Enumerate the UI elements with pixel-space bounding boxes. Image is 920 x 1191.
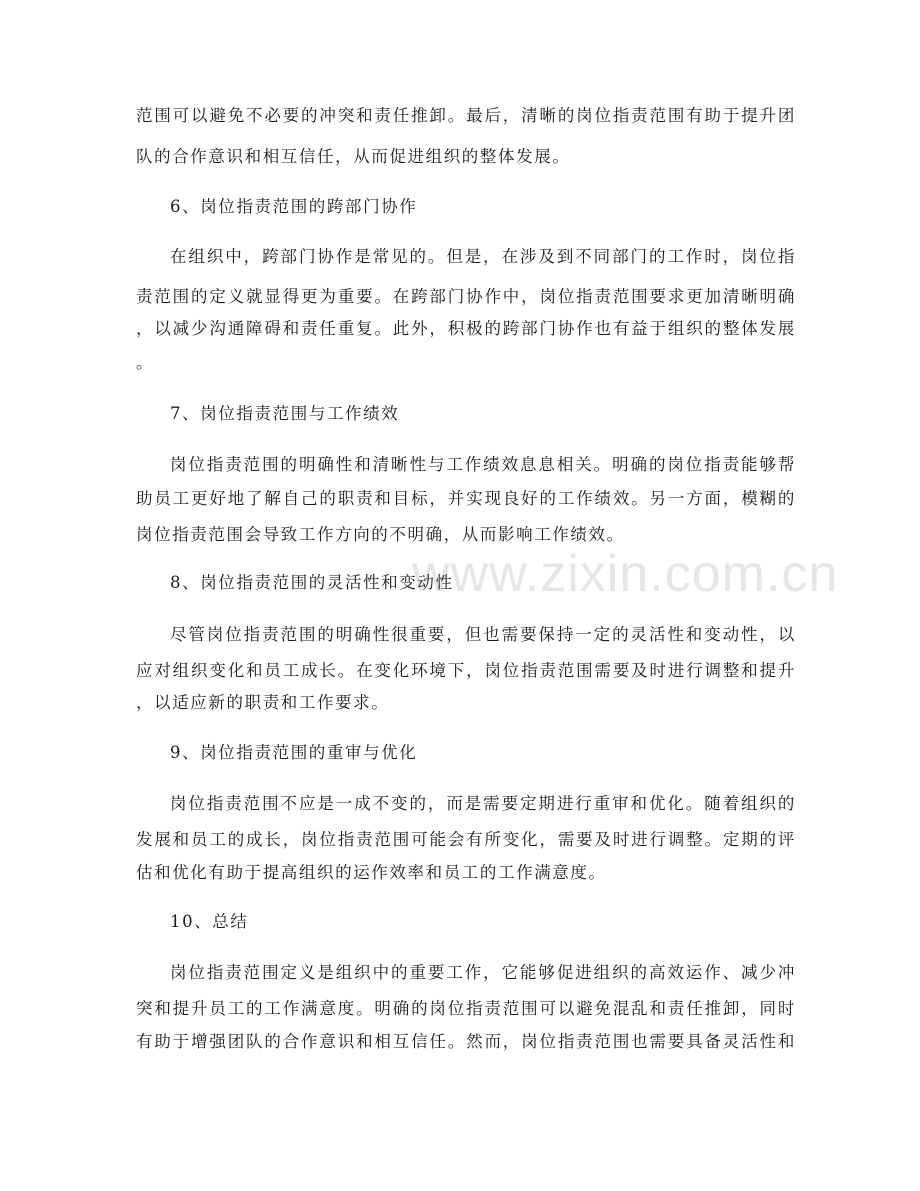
paragraph-line: 岗位指责范围不应是一成不变的，而是需要定期进行重审和优化。随着组织的 (170, 794, 796, 813)
paragraph-line: 范围可以避免不必要的冲突和责任推卸。最后，清晰的岗位指责范围有助于提升团 (136, 106, 796, 125)
section-heading-6: 6、岗位指责范围的跨部门协作 (170, 197, 418, 216)
paragraph-line: 突和提升员工的工作满意度。明确的岗位指责范围可以避免混乱和责任推卸，同时 (136, 999, 796, 1018)
paragraph-line: ，以减少沟通障碍和责任重复。此外，积极的跨部门协作也有益于组织的整体发展 (136, 319, 796, 338)
section-heading-7: 7、岗位指责范围与工作绩效 (170, 404, 400, 423)
paragraph-line: 。 (136, 353, 155, 372)
paragraph-line: 尽管岗位指责范围的明确性很重要，但也需要保持一定的灵活性和变动性，以 (170, 625, 796, 644)
section-heading-8: 8、岗位指责范围的灵活性和变动性 (170, 573, 454, 592)
section-heading-10: 10、总结 (170, 912, 249, 931)
paragraph-line: 责范围的定义就显得更为重要。在跨部门协作中，岗位指责范围要求更加清晰明确 (136, 287, 796, 306)
paragraph-line: 助员工更好地了解自己的职责和目标，并实现良好的工作绩效。另一方面，模糊的 (136, 489, 796, 508)
paragraph-line: 估和优化有助于提高组织的运作效率和员工的工作满意度。 (136, 863, 607, 882)
paragraph-line: 岗位指责范围定义是组织中的重要工作，它能够促进组织的高效运作、减少冲 (170, 963, 796, 982)
paragraph-line: 在组织中，跨部门协作是常见的。但是，在涉及到不同部门的工作时，岗位指 (170, 247, 796, 266)
paragraph-line: 发展和员工的成长，岗位指责范围可能会有所变化，需要及时进行调整。定期的评 (136, 830, 796, 849)
paragraph-line: 队的合作意识和相互信任，从而促进组织的整体发展。 (136, 147, 571, 166)
paragraph-line: ，以适应新的职责和工作要求。 (136, 693, 390, 712)
paragraph-line: 岗位指责范围会导致工作方向的不明确，从而影响工作绩效。 (136, 525, 625, 544)
watermark: www.zixin.com.cn (412, 545, 839, 603)
paragraph-line: 岗位指责范围的明确性和清晰性与工作绩效息息相关。明确的岗位指责能够帮 (170, 455, 796, 474)
section-heading-9: 9、岗位指责范围的重审与优化 (170, 743, 418, 762)
paragraph-line: 有助于增强团队的合作意识和相互信任。然而，岗位指责范围也需要具备灵活性和 (136, 1032, 796, 1051)
paragraph-line: 应对组织变化和员工成长。在变化环境下，岗位指责范围需要及时进行调整和提升 (136, 661, 796, 680)
